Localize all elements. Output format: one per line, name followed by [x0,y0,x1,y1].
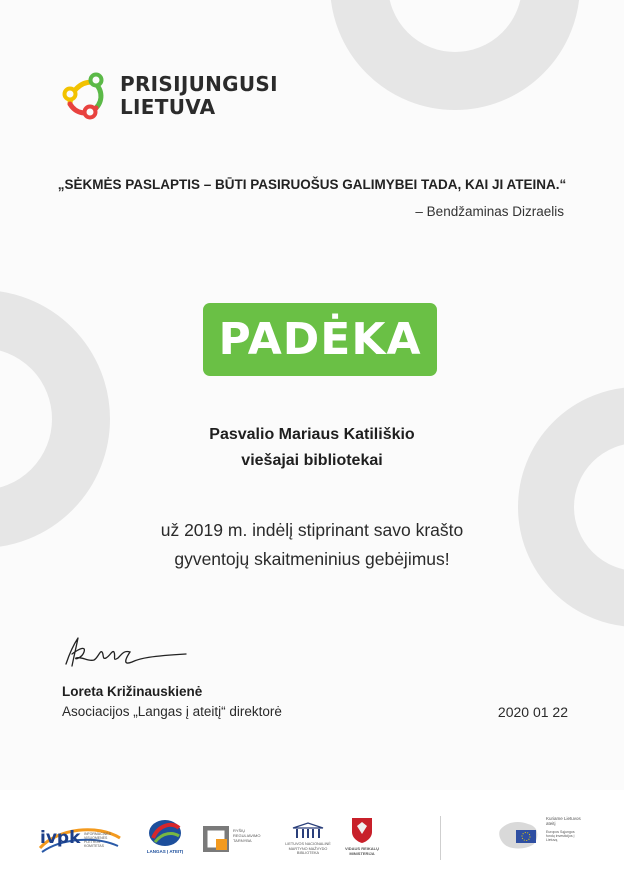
eu-caption: Europos Sąjungos fondų investicijos į Lietuvą [546,830,575,842]
reason-line-2: gyventojų skaitmeninius gebėjimus! [174,549,450,569]
decorative-ring-left [0,290,110,548]
logo-wordmark [120,73,278,119]
library-columns-icon [291,822,325,840]
langas-i-ateiti-logo [140,818,190,858]
signer-role: Asociacijos „Langas į ateitį“ direktorė [62,704,282,719]
vrm-logo [340,816,384,860]
coat-of-arms-icon [350,816,374,844]
recipient-block [0,422,624,474]
ivpk-logo [38,822,122,856]
prisijungusi-lietuva-logo [60,70,278,122]
ivpk-subtitle: INFORMACINĖS VISUOMENĖS PLĖTROS KOMITETAS [84,832,111,848]
handwritten-signature [60,630,190,674]
logo-line-2: LIETUVA [120,95,216,119]
reason-line-1: už 2019 m. indėlį stiprinant savo krašto [160,520,464,540]
lithuania-map-eu-flag-icon [498,818,542,852]
connected-nodes-icon [60,70,110,122]
logo-line-1: PRISIJUNGUSI [120,72,278,96]
reason-block [0,516,624,574]
quote-author: – Bendžaminas Dizraelis [415,204,564,219]
signer-name: Loreta Križinauskienė [62,684,203,699]
decorative-ring-top [330,0,580,110]
rrt-caption: RYŠIŲ REGULIAVIMO TARNYBA [233,828,261,843]
eu-funds-logo [498,808,588,858]
rrt-logo [203,826,263,856]
langas-emblem-icon [145,818,185,848]
recipient-line-2: viešajai bibliotekai [241,452,383,469]
ivpk-wordmark: ivpk [40,828,81,848]
recipient-line-1: Pasvalio Mariaus Katiliškio [209,426,415,443]
motto-quote: „SĖKMĖS PASLAPTIS – BŪTI PASIRUOŠUS GALIMYBEI TADA, KAI JI ATEINA.“ [57,177,567,192]
badge-title: PADĖKA [218,314,422,365]
footer-divider [440,816,441,860]
eu-heading: Kuriame Lietuvos ateitį [546,816,581,826]
padeka-badge [203,303,437,376]
langas-caption: LANGAS Į ATEITĮ [146,849,184,854]
vrm-caption: VIDAUS REIKALŲ MINISTERIJA [344,846,379,856]
rrt-square-icon [203,826,229,852]
lnb-logo [282,822,334,858]
lnb-caption: LIETUVOS NACIONALINĖ MARTYNO MAŽVYDO BIBLIOTEKA [285,842,331,855]
certificate-date: 2020 01 22 [497,704,568,720]
